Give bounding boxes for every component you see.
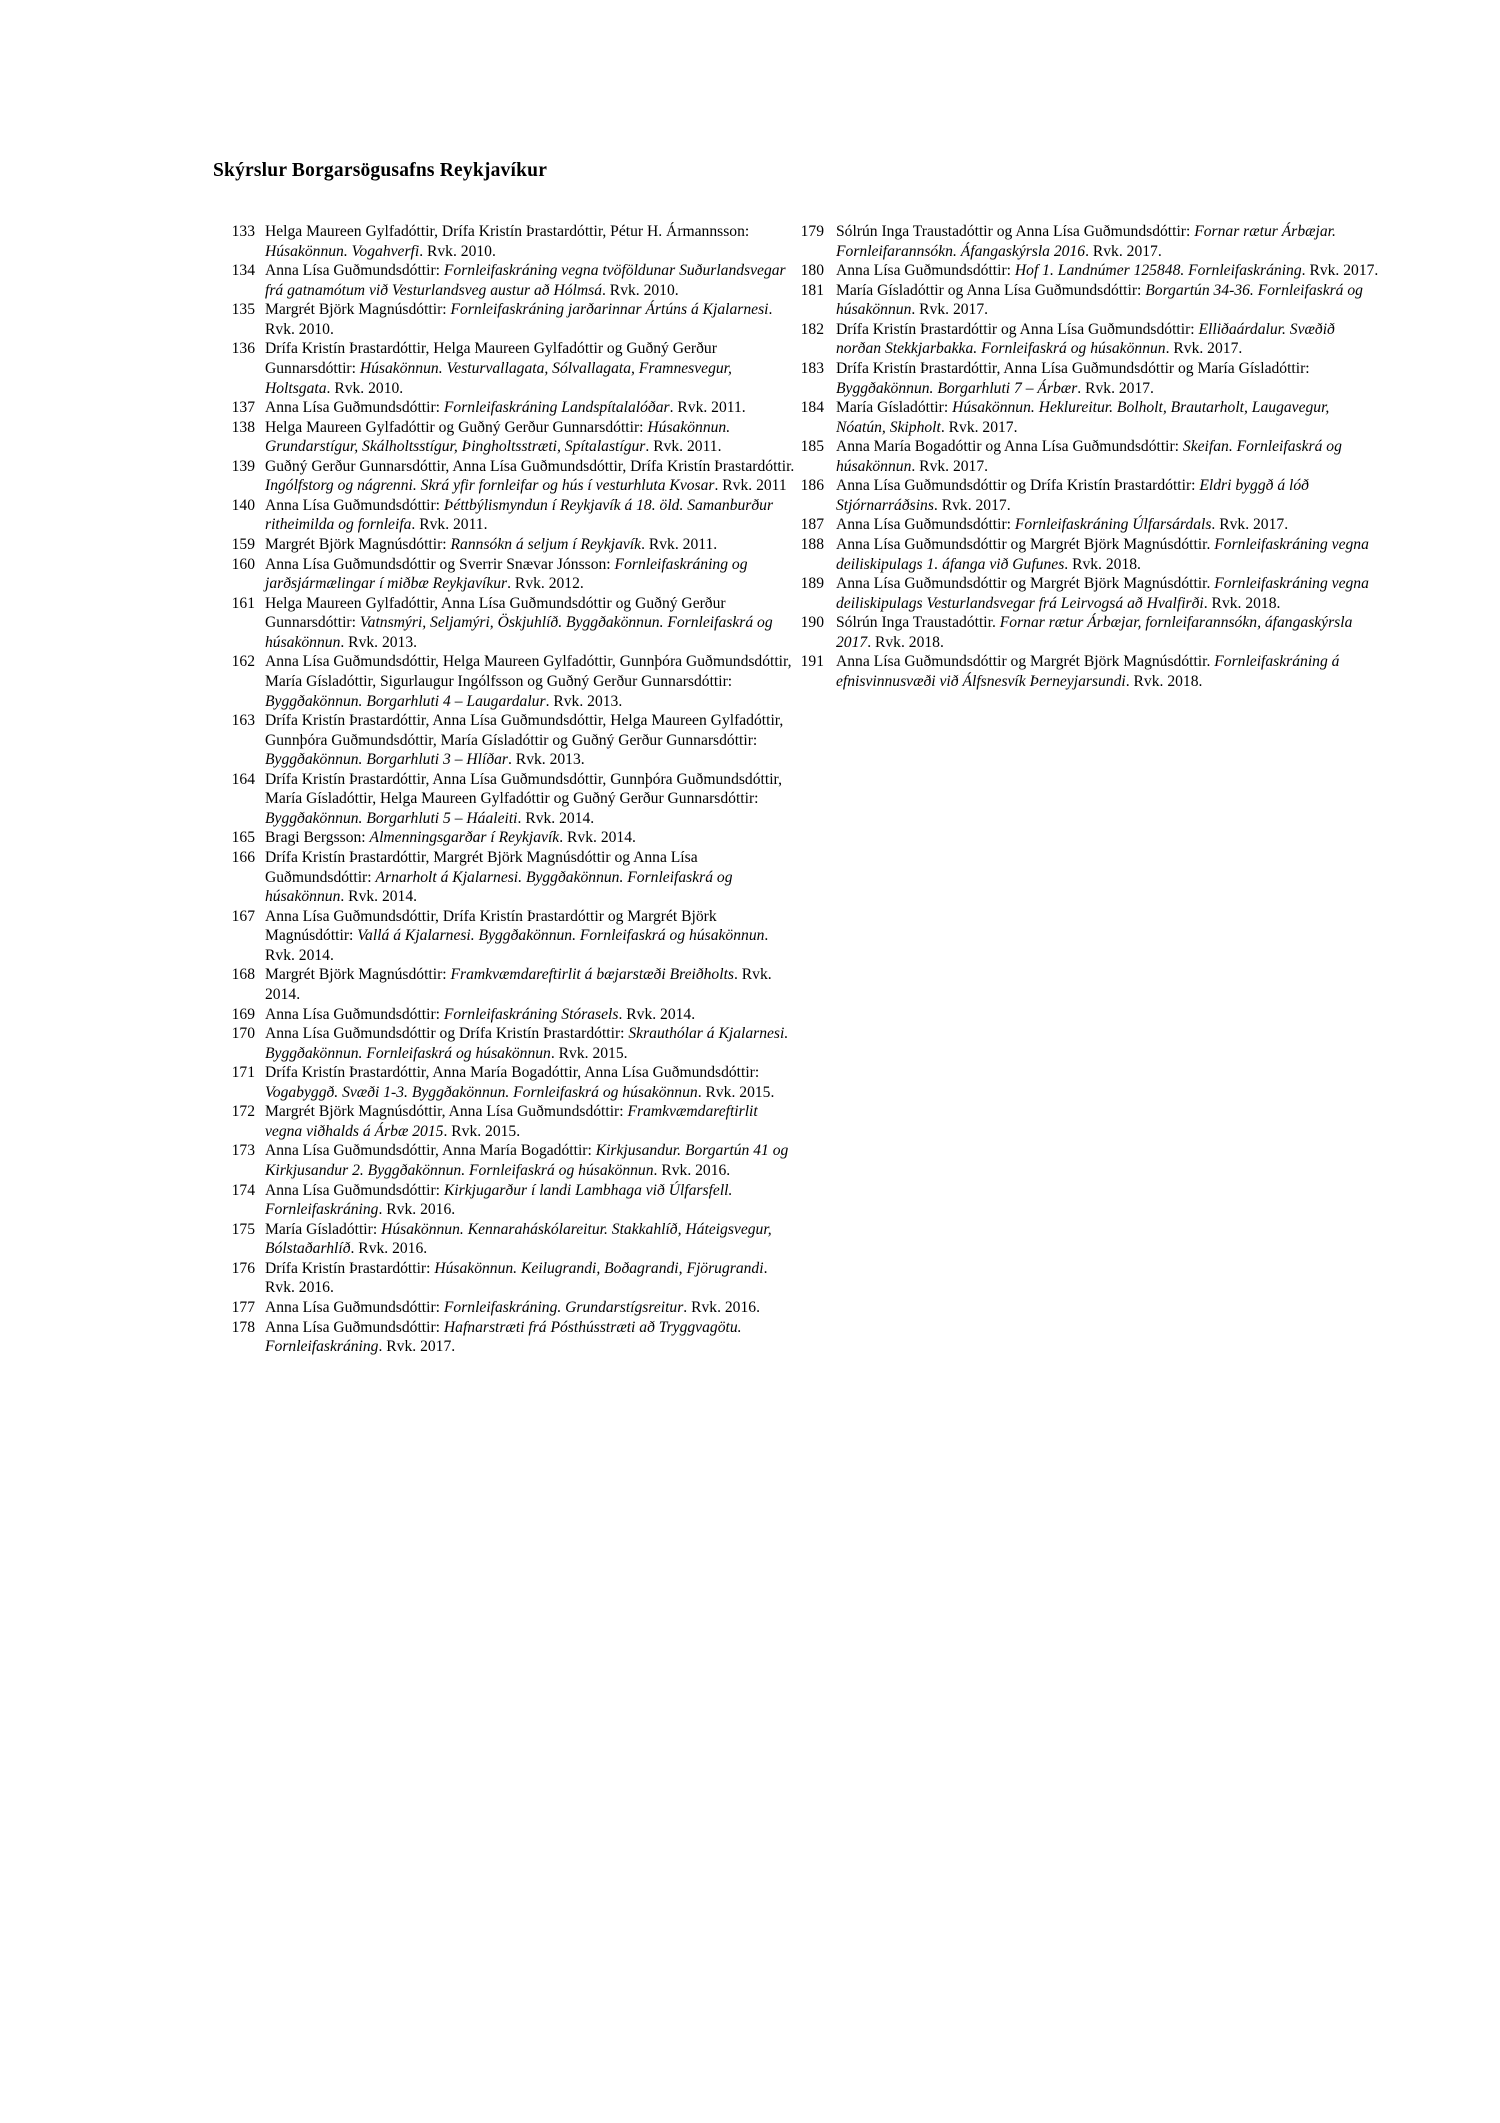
entry-number: 177 [231,1298,255,1316]
entry-authors: Sólrún Inga Traustadóttir og Anna Lísa Guðmundsdóttir: [836,223,1195,240]
entry-authors: Anna Lísa Guðmundsdóttir og Drífa Kristín Þrastardóttir: [265,1025,629,1043]
entry-number: 135 [231,301,255,319]
bibliography-entry [213,339,798,398]
entry-text [265,1299,760,1316]
entry-text [265,1182,732,1219]
entry-number: 173 [231,1142,255,1160]
bibliography-entry [213,1318,798,1357]
bibliography-entry [213,496,798,535]
entry-authors: Margrét Björk Magnúsdóttir, Anna Lísa Guðmundsdóttir: [265,1103,628,1121]
entry-title: Fornleifaskráning Landspítalalóðar [443,399,670,417]
entry-number: 175 [231,1220,255,1238]
entry-authors: Drífa Kristín Þrastardóttir, Anna Lísa Guðmundsdóttir, Gunnþóra Guðmundsdóttir, María Gísladóttir, Helga Maureen Gylfadóttir og Guðný Gerður Gunnarsdóttir: [265,770,782,808]
entry-title: Fornar rætur Árbæjar, fornleifarannsókn, áfangaskýrsla 2017 [836,614,1353,651]
entry-authors: Drífa Kristín Þrastardóttir, Anna Lísa Guðmundsdóttir, Helga Maureen Gylfadóttir, Gunnþóra Guðmundsdóttir, María Gísladóttir og Guðný Gerður Gunnarsdóttir: [265,712,784,749]
entry-number: 190 [800,614,824,632]
entry-title: Eldri byggð á lóð Stjórnarráðsins [836,477,1309,514]
entry-authors: Anna Lísa Guðmundsdóttir, Helga Maureen Gylfadóttir, Gunnþóra Guðmundsdóttir, María Gísladóttir, Sigurlaugur Ingólfsson og Guðný Gerður Gunnarsdóttir: [265,653,792,690]
entry-title: Fornar rætur Árbæjar. Fornleifarannsókn. Áfangaskýrsla 2016 [836,223,1336,260]
bibliography-entry [213,457,798,496]
entry-number: 137 [231,399,255,417]
entry-text [265,262,786,299]
entry-authors: Sólrún Inga Traustadóttir. [836,614,1000,632]
entry-number: 165 [231,829,255,847]
entry-authors: Anna Lísa Guðmundsdóttir: [265,1318,444,1336]
entry-authors: . Rvk. 2010. [326,379,404,397]
bibliography-column-right [780,222,1380,692]
entry-authors: . Rvk. 2010. [265,301,773,338]
bibliography-entry [213,1181,798,1220]
bibliography-entry [780,476,1380,515]
entry-text [265,458,794,495]
entry-authors: Anna Lísa Guðmundsdóttir og Margrét Björk Magnúsdóttir. [836,653,1215,671]
entry-authors: . Rvk. 2018. [1203,594,1281,612]
bibliography-entry [213,1063,798,1102]
entry-authors: . Rvk. 2014. [265,966,772,1003]
entry-text [836,282,1363,319]
bibliography-entry [780,261,1380,281]
entry-authors: María Gísladóttir: [836,399,953,417]
entry-text [836,262,1378,279]
entry-title: Byggðakönnun. Borgarhluti 5 – Háaleiti [265,809,518,827]
bibliography-entry [213,1298,798,1318]
entry-number: 160 [231,555,255,573]
bibliography-entry [780,652,1380,691]
entry-number: 185 [800,438,824,456]
bibliography-entry [213,1220,798,1259]
entry-text [836,575,1369,612]
entry-authors: Anna Lísa Guðmundsdóttir: [265,496,444,514]
entry-authors: Anna Lísa Guðmundsdóttir, Drífa Kristín Þrastardóttir og Margrét Björk Magnúsdóttir: [265,907,717,945]
bibliography-entry [213,1259,798,1298]
entry-authors: Anna Lísa Guðmundsdóttir: [265,1181,444,1199]
entry-authors: Drífa Kristín Þrastardóttir, Anna María Bogadóttir, Anna Lísa Guðmundsdóttir: [265,1064,760,1082]
entry-authors: . Rvk. 2013. [545,692,623,710]
entry-authors: . Rvk. 2015. [697,1083,775,1101]
entry-title: Húsakönnun. Grundarstígur, Skálholtsstígur, Þingholtsstræti, Spítalastígur [265,418,731,456]
entry-title: Kirkjusandur. Borgartún 41 og Kirkjusandur 2. Byggðakönnun. Fornleifaskrá og húsakönnun [265,1142,789,1179]
bibliography-entry [213,965,798,1004]
entry-number: 189 [800,575,824,593]
bibliography-entry [213,828,798,848]
entry-title: Skrauthólar á Kjalarnesi. Byggðakönnun. Fornleifaskrá og húsakönnun [265,1025,789,1062]
bibliography-entry [213,848,798,907]
entry-title: Fornleifaskráning vegna tvöföldunar Suðurlandsvegar frá gatnamótum við Vesturlandsveg austur að Hólmsá [265,262,786,299]
entry-number: 174 [231,1181,255,1199]
entry-text [265,1319,742,1356]
bibliography-entry [213,300,798,339]
entry-text [265,1260,767,1297]
entry-title: Arnarholt á Kjalarnesi. Byggðakönnun. Fornleifaskrá og húsakönnun [265,868,733,906]
entry-text [836,438,1342,475]
bibliography-entry [213,770,798,829]
bibliography-entry [780,574,1380,613]
entry-title: Fornleifaskráning vegna deiliskipulags Vesturlandsvegar frá Leirvogsá að Hvalfirði [836,575,1369,612]
bibliography-entry [780,320,1380,359]
entry-authors: Anna Lísa Guðmundsdóttir og Margrét Björk Magnúsdóttir. [836,536,1215,553]
entry-title: Húsakönnun. Vogahverfi [265,242,420,260]
entry-title: Borgartún 34-36. Fornleifaskrá og húsakönnun [836,281,1363,319]
bibliography-entry [213,1141,798,1180]
entry-authors: . Rvk. 2015. [443,1122,521,1140]
entry-authors: . Rvk. 2017. [1211,516,1289,534]
entry-text [265,1006,695,1023]
bibliography-entry [780,613,1380,652]
entry-title: Húsakönnun. Heklureitur. Bolholt, Brautarholt, Laugavegur, Nóatún, Skipholt [836,399,1330,436]
page-title: Skýrslur Borgarsögusafns Reykjavíkur [213,160,548,181]
entry-text [836,653,1339,690]
entry-authors: . Rvk. 2017. [911,457,989,475]
entry-authors: . Rvk. 2015. [550,1044,628,1062]
entry-text [265,595,773,651]
bibliography-entry [213,652,798,711]
entry-number: 140 [231,496,255,514]
entry-text [265,653,792,709]
entry-authors: Margrét Björk Magnúsdóttir: [265,966,451,984]
entry-authors: . Rvk. 2014. [618,1005,696,1023]
entry-authors: Margrét Björk Magnúsdóttir: [265,536,451,553]
entry-authors: . Rvk. 2013. [340,633,418,651]
entry-title: Fornleifaskráning vegna deiliskipulags 1. áfanga við Gufunes [836,536,1369,573]
entry-text [836,360,1310,397]
entry-number: 133 [231,223,255,240]
entry-text [265,536,717,553]
entry-title: Húsakönnun. Kennaraháskólareitur. Stakkahlíð, Háteigsvegur, Bólstaðarhlíð [265,1220,772,1258]
entry-number: 159 [231,536,255,553]
entry-text [836,477,1309,514]
entry-number: 184 [800,399,824,417]
entry-text [265,399,746,416]
entry-authors: María Gísladóttir: [265,1220,382,1238]
entry-authors: Anna Lísa Guðmundsdóttir: [265,1005,444,1023]
entry-text [265,301,772,338]
entry-authors: Drífa Kristín Þrastardóttir: [265,1259,435,1277]
bibliography-entry [213,222,798,261]
bibliography-entry [213,398,798,418]
entry-text [836,614,1352,651]
entry-authors: . Rvk. 2016. [378,1201,456,1219]
entry-text [265,712,783,768]
entry-authors: . Rvk. 2010. [602,281,679,299]
entry-number: 171 [231,1064,255,1082]
entry-title: Fornleifaskráning Stórasels [443,1005,619,1023]
entry-authors: Anna Lísa Guðmundsdóttir: [265,262,444,280]
entry-title: Kirkjugarður í landi Lambhaga við Úlfarsfell. Fornleifaskráning [265,1181,733,1219]
bibliography-entry [213,594,798,653]
entry-authors: . Rvk. 2014. [265,927,769,964]
entry-title: Vogabyggð. Svæði 1-3. Byggðakönnun. Fornleifaskrá og húsakönnun [265,1083,698,1101]
entry-title: Ingólfstorg og nágrenni. Skrá yfir fornleifar og hús í vesturhluta Kvosar [265,477,715,495]
entry-title: Fornleifaskráning. Grundarstígsreitur [443,1298,684,1316]
entry-text [836,516,1288,533]
entry-number: 164 [231,770,255,788]
entry-number: 188 [800,536,824,553]
entry-authors: . Rvk. 2011. [645,438,722,456]
entry-text [265,497,773,534]
entry-text [265,908,768,964]
entry-authors: Anna Lísa Guðmundsdóttir og Sverrir Snævar Jónsson: [265,555,615,573]
entry-authors: Anna María Bogadóttir og Anna Lísa Guðmundsdóttir: [836,438,1183,456]
entry-authors: . Rvk. 2013. [508,751,585,769]
bibliography-entry [780,359,1380,398]
entry-authors: . Rvk. 2017. [1085,242,1162,260]
entry-text [265,1025,788,1062]
entry-authors: Drífa Kristín Þrastardóttir, Margrét Björk Magnúsdóttir og Anna Lísa Guðmundsdóttir: [265,849,698,886]
entry-authors: . Rvk. 2016. [653,1162,731,1179]
entry-number: 172 [231,1103,255,1121]
bibliography-entry [780,281,1380,320]
bibliography-entry [780,515,1380,535]
bibliography-entry [213,418,798,457]
entry-title: Húsakönnun. Vesturvallagata, Sólvallagata, Framnesvegur, Holtsgata [265,359,732,397]
entry-title: Húsakönnun. Keilugrandi, Boðagrandi, Fjörugrandi [434,1259,764,1277]
entry-authors: Drífa Kristín Þrastardóttir, Helga Maureen Gylfadóttir og Guðný Gerður Gunnarsdóttir: [265,340,717,377]
entry-authors: Anna Lísa Guðmundsdóttir og Margrét Björk Magnúsdóttir. [836,575,1215,593]
entry-title: Skeifan. Fornleifaskrá og húsakönnun [836,438,1342,475]
entry-authors: Anna Lísa Guðmundsdóttir: [265,1298,444,1316]
entry-authors: Guðný Gerður Gunnarsdóttir, Anna Lísa Guðmundsdóttir, Drífa Kristín Þrastardóttir. [265,457,795,475]
entry-title: Vatnsmýri, Seljamýri, Öskjuhlíð. Byggðakönnun. Fornleifaskrá og húsakönnun [265,614,773,651]
entry-text [836,399,1329,436]
entry-authors: Anna Lísa Guðmundsdóttir og Drífa Kristín Þrastardóttir: [836,477,1200,495]
entry-authors: . Rvk. 2017. [940,418,1018,436]
entry-number: 183 [800,359,824,377]
entry-number: 179 [800,223,824,240]
entry-text [265,1142,788,1179]
entry-text [265,223,749,260]
entry-title: Vallá á Kjalarnesi. Byggðakönnun. Fornleifaskrá og húsakönnun [357,927,765,945]
entry-title: Fornleifaskráning og jarðsjármælingar í miðbæ Reykjavíkur [265,555,748,593]
bibliography-entry [213,1005,798,1025]
entry-authors: . Rvk. 2011. [641,536,718,553]
entry-authors: . Rvk. 2017. [1165,340,1243,358]
bibliography-entry [213,711,798,770]
bibliography-entry [213,907,798,966]
bibliography-entry [780,535,1380,574]
bibliography-column-left [213,222,798,1357]
entry-title: Rannsókn á seljum í Reykjavík [450,536,642,553]
entry-number: 169 [231,1005,255,1023]
entry-authors: María Gísladóttir og Anna Lísa Guðmundsdóttir: [836,281,1146,299]
entry-authors: . Rvk. 2018. [867,633,944,651]
entry-authors: Anna Lísa Guðmundsdóttir: [265,399,444,417]
entry-authors: Helga Maureen Gylfadóttir, Anna Lísa Guðmundsdóttir og Guðný Gerður Gunnarsdóttir: [265,594,726,632]
entry-number: 139 [231,457,255,475]
entry-authors: . Rvk. 2011. [411,516,488,534]
entry-authors: . Rvk. 2018. [1064,555,1141,573]
entry-title: Framkvæmdareftirlit á bæjarstæði Breiðholts [450,966,734,984]
entry-title: Hafnarstræti frá Pósthússtræti að Tryggvagötu. Fornleifaskráning [265,1318,742,1356]
entry-title: Byggðakönnun. Borgarhluti 3 – Hlíðar [265,751,508,769]
entry-number: 161 [231,594,255,612]
bibliography-entry [780,398,1380,437]
bibliography-entry [213,535,798,555]
entry-authors: Drífa Kristín Þrastardóttir, Anna Lísa Guðmundsdóttir og María Gísladóttir: [836,359,1310,377]
entry-title: Fornleifaskráning jarðarinnar Ártúns á Kjalarnesi [450,301,769,319]
entry-authors: . Rvk. 2016. [265,1259,768,1297]
entry-text [265,419,730,456]
entry-number: 170 [231,1025,255,1043]
entry-text [265,966,772,1003]
bibliography-entry [213,261,798,300]
entry-text [836,223,1336,260]
entry-authors: . Rvk. 2016. [683,1298,760,1316]
entry-number: 181 [800,281,824,299]
entry-number: 191 [800,653,824,671]
entry-title: Byggðakönnun. Borgarhluti 7 – Árbær [836,379,1078,397]
entry-text [265,556,748,593]
entry-authors: Helga Maureen Gylfadóttir og Guðný Gerður Gunnarsdóttir: [265,418,648,436]
entry-number: 166 [231,849,255,866]
entry-text [265,849,733,905]
entry-authors: Anna Lísa Guðmundsdóttir, Anna María Bogadóttir: [265,1142,596,1160]
entry-authors: Anna Lísa Guðmundsdóttir: [836,262,1015,280]
entry-number: 134 [231,262,255,280]
entry-number: 182 [800,320,824,338]
entry-text [265,1103,758,1140]
entry-authors: . Rvk. 2017. [1077,379,1154,397]
entry-number: 138 [231,418,255,436]
entry-authors: . Rvk. 2016. [350,1240,428,1258]
entry-authors: . Rvk. 2018. [1125,672,1203,690]
entry-text [265,1064,774,1101]
entry-authors: . Rvk. 2014. [340,888,418,906]
entry-number: 168 [231,966,255,984]
entry-number: 178 [231,1318,255,1336]
entry-number: 180 [800,262,824,280]
bibliography-entry [213,555,798,594]
entry-authors: . Rvk. 2014. [517,809,595,827]
entry-text [836,321,1335,358]
entry-authors: . Rvk. 2017. [933,496,1011,514]
entry-authors: . Rvk. 2017. [911,301,989,319]
entry-number: 163 [231,712,255,730]
entry-authors: . Rvk. 2017. [378,1338,456,1356]
entry-authors: . Rvk. 2011 [714,477,787,495]
entry-number: 167 [231,907,255,925]
entry-authors: . Rvk. 2012. [507,575,584,593]
entry-title: Fornleifaskráning á efnisvinnusvæði við Álfsnesvík Þerneyjarsundi [836,653,1340,690]
entry-text [265,1221,772,1258]
entry-number: 186 [800,477,824,495]
entry-title: Elliðaárdalur. Svæðið norðan Stekkjarbakka. Fornleifaskrá og húsakönnun [836,320,1335,358]
entry-text [836,536,1369,573]
entry-authors: Helga Maureen Gylfadóttir, Drífa Kristín Þrastardóttir, Pétur H. Ármannsson: [265,223,750,240]
entry-title: Byggðakönnun. Borgarhluti 4 – Laugardalur [265,692,546,710]
entry-text [265,829,636,846]
entry-authors: Margrét Björk Magnúsdóttir: [265,301,451,319]
bibliography-entry [780,222,1380,261]
entry-authors: . Rvk. 2011. [669,399,746,417]
entry-title: Almenningsgarðar í Reykjavík [369,829,560,847]
bibliography-entry [780,437,1380,476]
entry-authors: . Rvk. 2010. [419,242,496,260]
entry-number: 136 [231,340,255,358]
entry-authors: . Rvk. 2017. [1301,262,1379,280]
entry-text [265,771,782,827]
entry-number: 187 [800,516,824,534]
entry-title: Þéttbýlismyndun í Reykjavík á 18. öld. Samanburður ritheimilda og fornleifa [265,496,774,534]
entry-title: Fornleifaskráning Úlfarsárdals [1014,516,1212,534]
entry-authors: Anna Lísa Guðmundsdóttir: [836,516,1015,534]
bibliography-entry [213,1102,798,1141]
entry-authors: . Rvk. 2014. [559,829,636,847]
bibliography-entry [213,1024,798,1063]
entry-text [265,340,732,396]
entry-authors: Drífa Kristín Þrastardóttir og Anna Lísa Guðmundsdóttir: [836,320,1199,338]
entry-number: 162 [231,653,255,671]
entry-title: Hof 1. Landnúmer 125848. Fornleifaskráning [1014,262,1302,280]
entry-authors: Bragi Bergsson: [265,829,370,847]
entry-number: 176 [231,1259,255,1277]
entry-title: Framkvæmdareftirlit vegna viðhalds á Árbæ 2015 [265,1103,758,1140]
